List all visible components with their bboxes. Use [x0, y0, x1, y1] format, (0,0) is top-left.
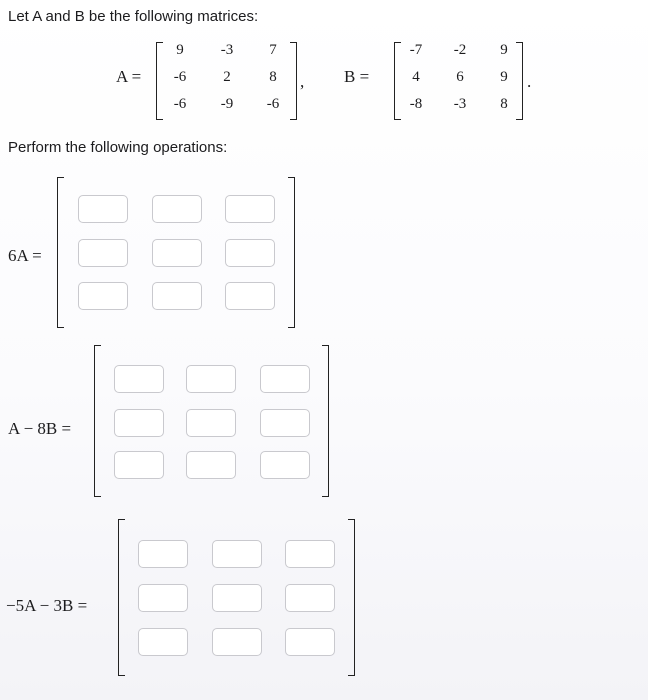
answer-neg5a-minus-3b-input[interactable] — [138, 540, 188, 568]
answer-6a-input[interactable] — [225, 239, 275, 267]
answer-a-minus-8b-input[interactable] — [186, 365, 236, 393]
matrix-a-trail: , — [300, 72, 305, 91]
answer-6a-input[interactable] — [78, 195, 128, 223]
matrix-a-cell: -6 — [266, 96, 280, 112]
answer-6a-input[interactable] — [78, 282, 128, 310]
answer-6a-input[interactable] — [152, 195, 202, 223]
answer-a-minus-8b-input[interactable] — [260, 409, 310, 437]
answer-neg5a-minus-3b-input[interactable] — [285, 540, 335, 568]
answer-a-minus-8b-left-bracket — [94, 345, 101, 497]
answer-neg5a-minus-3b-input[interactable] — [138, 584, 188, 612]
matrix-b-cell: -3 — [453, 96, 467, 112]
answer-a-minus-8b-right-bracket — [322, 345, 329, 497]
matrix-b-cell: 9 — [500, 42, 508, 58]
matrix-b-trail: . — [527, 72, 532, 91]
matrix-b-cell: 9 — [500, 69, 508, 85]
answer-a-minus-8b-input[interactable] — [186, 409, 236, 437]
matrix-a-cell: -9 — [220, 96, 234, 112]
answer-a-minus-8b-input[interactable] — [114, 365, 164, 393]
answer-6a-right-bracket — [288, 177, 295, 328]
matrix-a-cell: 7 — [269, 42, 277, 58]
answer-neg5a-minus-3b-input[interactable] — [285, 584, 335, 612]
matrix-b-right-bracket — [516, 42, 523, 120]
matrix-b — [340, 38, 540, 124]
instruction-text: Perform the following operations: — [8, 139, 228, 156]
answer-neg5a-minus-3b-label: −5A − 3B = — [6, 596, 88, 615]
matrix-a-cell: 8 — [269, 69, 277, 85]
matrix-a-right-bracket — [290, 42, 297, 120]
answer-neg5a-minus-3b-input[interactable] — [212, 540, 262, 568]
matrix-b-cell: 8 — [500, 96, 508, 112]
intro-text: Let A and B be the following matrices: — [8, 8, 259, 25]
answer-a-minus-8b-input[interactable] — [114, 409, 164, 437]
answer-neg5a-minus-3b-input[interactable] — [138, 628, 188, 656]
matrix-b-cell: -8 — [409, 96, 423, 112]
matrix-b-cell: 4 — [412, 69, 420, 85]
matrix-a-label: A = — [116, 67, 142, 86]
matrix-b-cell: -2 — [453, 42, 467, 58]
matrix-b-cell: -7 — [409, 42, 423, 58]
answer-neg5a-minus-3b-input[interactable] — [212, 628, 262, 656]
matrix-a-cell: 9 — [176, 42, 184, 58]
matrix-a-cell: 2 — [223, 69, 231, 85]
matrix-a-cell: -6 — [173, 69, 187, 85]
matrix-a — [110, 38, 310, 124]
answer-neg5a-minus-3b-input[interactable] — [212, 584, 262, 612]
answer-a-minus-8b-input[interactable] — [186, 451, 236, 479]
answer-neg5a-minus-3b-left-bracket — [118, 519, 125, 676]
matrix-a-cell: -6 — [173, 96, 187, 112]
answer-neg5a-minus-3b-input[interactable] — [285, 628, 335, 656]
answer-6a-input[interactable] — [152, 282, 202, 310]
answer-6a-input[interactable] — [78, 239, 128, 267]
matrix-b-label: B = — [344, 67, 370, 86]
answer-6a-input[interactable] — [225, 282, 275, 310]
matrix-a-cell: -3 — [220, 42, 234, 58]
answer-6a-input[interactable] — [225, 195, 275, 223]
answer-a-minus-8b-input[interactable] — [114, 451, 164, 479]
answer-6a-left-bracket — [57, 177, 64, 328]
answer-6a-input[interactable] — [152, 239, 202, 267]
answer-neg5a-minus-3b-right-bracket — [348, 519, 355, 676]
answer-a-minus-8b-input[interactable] — [260, 365, 310, 393]
answer-6a-label: 6A = — [8, 246, 42, 265]
answer-a-minus-8b-label: A − 8B = — [8, 419, 72, 438]
matrix-b-cell: 6 — [456, 69, 464, 85]
answer-a-minus-8b-input[interactable] — [260, 451, 310, 479]
